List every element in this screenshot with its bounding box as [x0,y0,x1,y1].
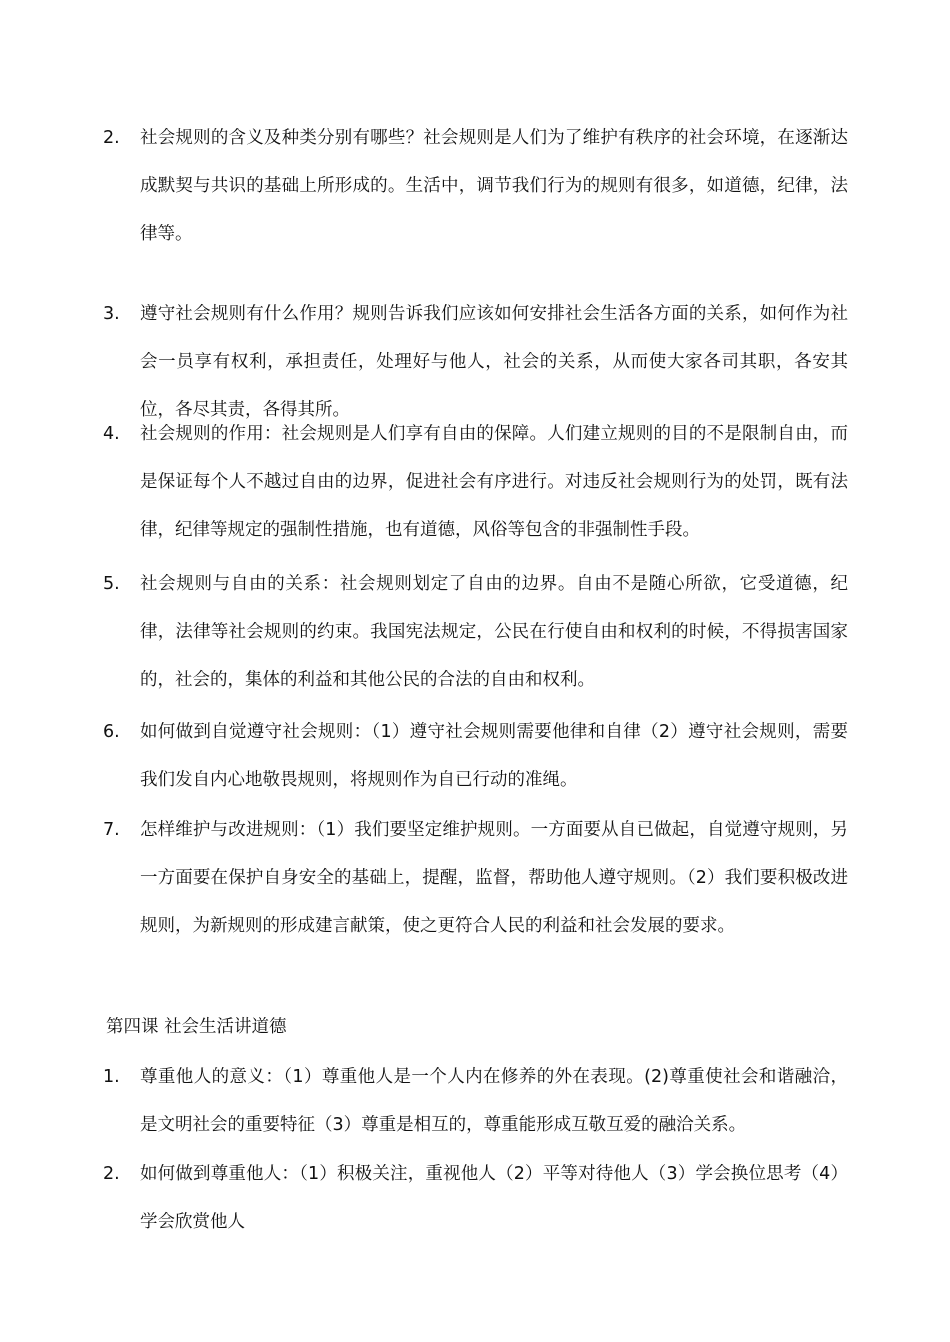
item-number: 2. [103,128,120,148]
item-text: 怎样维护与改进规则：（1）我们要坚定维护规则。一方面要从自已做起，自觉遵守规则，另一方面要在保护自身安全的基础上，提醒，监督，帮助他人遵守规则。（2）我们要积极改进规则，为新规则的形成建言献策，使之更符合人民的利益和社会发展的要求。 [140,820,848,936]
item-number: 3. [103,304,120,324]
item-number: 7. [103,820,120,840]
item-number: 2. [103,1164,120,1184]
item-text: 社会规则与自由的关系：社会规则划定了自由的边界。自由不是随心所欲，它受道德，纪律，法律等社会规则的约束。我国宪法规定，公民在行使自由和权利的时候，不得损害国家的，社会的，集体的利益和其他公民的合法的自由和权利。 [140,574,848,690]
item-text: 如何做到尊重他人：（1）积极关注，重视他人（2）平等对待他人（3）学会换位思考（4）学会欣赏他人 [140,1164,848,1232]
list-item [103,410,848,554]
item-text: 社会规则的作用：社会规则是人们享有自由的保障。人们建立规则的目的不是限制自由，而是保证每个人不越过自由的边界，促进社会有序进行。对违反社会规则行为的处罚，既有法律，纪律等规定的强制性措施，也有道德，风俗等包含的非强制性手段。 [140,424,848,540]
list-item [103,114,848,258]
item-text: 社会规则的含义及种类分别有哪些？社会规则是人们为了维护有秩序的社会环境，在逐渐达成默契与共识的基础上所形成的。生活中，调节我们行为的规则有很多，如道德，纪律，法律等。 [140,128,848,244]
item-text: 尊重他人的意义：（1）尊重他人是一个人内在修养的外在表现。(2)尊重使社会和谐融洽，是文明社会的重要特征（3）尊重是相互的，尊重能形成互敬互爱的融洽关系。 [140,1067,848,1135]
item-text: 如何做到自觉遵守社会规则：（1）遵守社会规则需要他律和自律（2）遵守社会规则，需要我们发自内心地敬畏规则，将规则作为自已行动的准绳。 [140,722,848,790]
lesson-heading: 第四课 社会生活讲道德 [106,1017,287,1037]
item-number: 5. [103,574,120,594]
item-number: 6. [103,722,120,742]
list-item [103,806,848,950]
list-item [103,708,848,804]
list-item [103,1150,848,1246]
item-number: 4. [103,424,120,444]
item-text: 遵守社会规则有什么作用？规则告诉我们应该如何安排社会生活各方面的关系，如何作为社会一员享有权利，承担责任，处理好与他人，社会的关系，从而使大家各司其职，各安其位，各尽其责，各得其所。 [140,304,848,420]
list-item [103,1053,848,1149]
list-item [103,560,848,704]
item-number: 1. [103,1067,120,1087]
